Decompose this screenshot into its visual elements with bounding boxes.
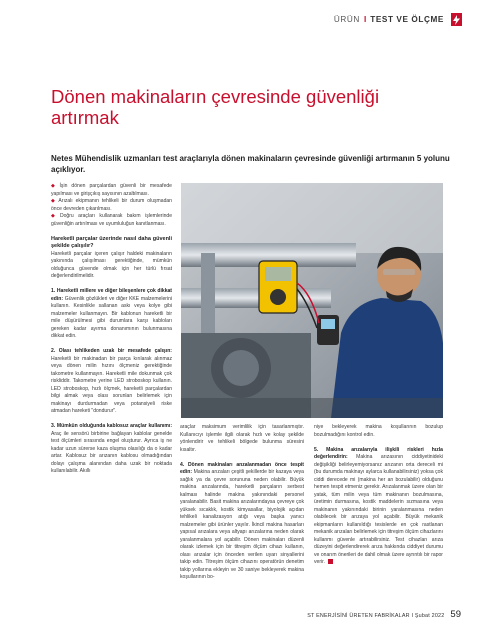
photo-technician-vibration-meter	[181, 183, 443, 418]
footer-publication: ST ENERJİSİNİ ÜRETEN FABRİKALAR I Şubat 2022	[307, 613, 445, 619]
section-3	[51, 423, 172, 476]
section-1-body: Güvenlik gözlükleri ve diğer KKE malzemelerini kullanın. Kesinlikle sallanan askı veya kolye gibi malzemeler kullanmayın. Bir kablonun hareketli bir mile düşürülmesi gibi durumlara karşı kabloları gereken kadar ayırma donanımının bulunmasına dikkat edin.	[51, 295, 172, 339]
section-topic: TEST VE ÖLÇME	[370, 15, 444, 24]
section-header	[334, 13, 462, 26]
column-3-intro: niye bekleyerek makina koşullarının bozulup bozulmadığını kontrol edin.	[314, 424, 443, 438]
section-4	[180, 462, 304, 582]
text-column-3	[314, 424, 443, 574]
column-2-intro: araçlar maksimum verimlilik için tasarlanmıştır. Kullanıcıyı işlemle ilgili olarak hızlı ve kolay şekilde yönlendirir ve tehlikeli bölgede bulunma süresini kısaltır.	[180, 424, 304, 453]
text-column-2	[180, 424, 304, 589]
section-5-body: Makina arızasının ciddiyetinideki değişikliği belirleyemiyorsanız arızanın orta dereceli mi (bu durumda makinayı aylarca kullanabilirsiniz) yoksa çok ciddi derecede mi (makina her an bozulabilir) olduğunu hemen tespit etmeniz gerekir. Arızalanmak üzere olan bir yatak, tüm milin veya tüm makinanın bozulmasına, üretimin durmasına, kostik maddelerin sızmasına veya makinanın yakınındaki birinin yaralanmasına neden olabilecek bir arızaya yol açabilir. Büyük mekanik ekipmanların kullanıldığı tesislerde en çok rastlanan mekanik arızaları belirlemek için titreşim ölçüm cihazlarını kullanmı güvenle artırabilirsiniz. Test cihazları arıza düzeyini değerlendirerek arıza hakkında ciddiyet durumu ve onarım önerileri de dahil olmak üzere ayrıntılı bir rapor verir.	[314, 454, 443, 565]
bullet-item: ◆ İşin dönen parçalardan güvenli bir mesafede yapılması ve girişçıkış sayısının azaltılması.	[51, 183, 172, 198]
page-footer	[307, 609, 461, 620]
section-3-body: Araç ile sensörü birbirine bağlayan kablolar genelde test ölçümleri sırasında engel oluşturur. Ayrıca iş ne kadar uzun sürerse kaza oluşma olasılığı da o kadar artar. Kablosuz bir arızanın kablosu olmadığından dolayı çalışma alanından daha uzak bir noktada kullanılabilir. Akıllı	[51, 430, 172, 474]
section-4-body: Makina arızaları çeşitli şekillerde bir kazaya veya sağlık ya da çevre sorununa neden olabilir. Büyük makina arızalarında, hareketli parçaların serbest kalması halinde makina yakınındaki personel yaralanabilir. Basit makina arızalarındaysa çevreye çok yüksek sıcaklık, kostik kimyasallar, biyolojik açıdan tehlikeli kanalizasyon atığı veya başka yanıcı malzemeler gibi ürünler yayılır. İkincil makina hasarları yapısal arızalara veya altyapı arızalarına neden olarak yaralanmalara yol açabilir. Dönen makinaları düzenli olarak izlemek için bir titreşim ölçüm cihazı kullanın, olası arızalar için önceden verilen uyarı sinyallerini takip edin. Titreşim ölçüm cihazını operatörün denetim takip yollarına ekleyin ve 30 saniye bekleyerek makina koşullarının bo-	[180, 469, 304, 580]
section-4-heading: 4. Dönen makinaları anzalanmadan önce tespit edin:	[180, 461, 304, 475]
text-column-1	[51, 183, 172, 483]
section-separator: I	[363, 15, 367, 24]
section-5	[314, 447, 443, 567]
lightning-bolt-icon	[451, 13, 462, 26]
end-square-icon	[328, 559, 333, 564]
section-2-heading: 2. Olası tehlikeden uzak bir mesafede çalışın:	[51, 348, 172, 354]
section-2	[51, 348, 172, 416]
question-section	[51, 236, 172, 281]
bullet-item: ◆ Doğru araçları kullanarak bakım işlemlerinde güvenliğin artırılması ve uyumluluğun kanıtlanması.	[51, 213, 172, 228]
section-1-heading: 1. Hareketli millere ve diğer bileşenlere çok dikkat edin:	[51, 288, 172, 302]
section-5-heading: 5. Makina arızalarıyla ilişkili riskleri hızla değerlendirin:	[314, 446, 443, 460]
question-body: Hareketli parçalar içeren çalışır haldeki makinaların yakınında çalışılması gerektiğinde, mümkün olduğunca güvende olmak için her türlü fırsat değerlendirilmelidir.	[51, 250, 172, 279]
section-label: ÜRÜN	[333, 15, 360, 24]
bullet-item: ◆ Arızalı ekipmanın tehlikeli bir durum oluşmadan önce devreden çıkarılması.	[51, 198, 172, 213]
page-number: 59	[450, 609, 461, 620]
section-1	[51, 288, 172, 341]
section-3-heading: 3. Mümkün olduğunda kablosuz araçlar kullanımı:	[51, 423, 172, 429]
section-2-body: Hareketli bir makinadan bir parça kırılarak alınmaz veya dönen milin hızını ölçmeniz gerektiğinde takometre kullanmayın. Hareketli mile dokunmak çok riskliddir. Takometre yerine LED stroboskop kullanın. LED stroboskop, hızlı ölçmek, hareketli parçalardan bilgi almak veya olası sorunları belirlemek için makinayı durdurmadan veya potansiyeli riske atmadan hareketi "dondurur".	[51, 355, 172, 414]
article-lead: Netes Mühendislik uzmanları test araçlarıyla dönen makinaların çevresinde güvenliği artırmanın 5 yolunu açıklıyor.	[51, 154, 450, 174]
question-heading: Hareketli parçalar üzerinde nasıl daha güvenli şekilde çalışılır?	[51, 235, 172, 249]
article-title: Dönen makinaların çevresinde güvenliği artırmak	[51, 86, 380, 128]
intro-bullets	[51, 183, 172, 228]
